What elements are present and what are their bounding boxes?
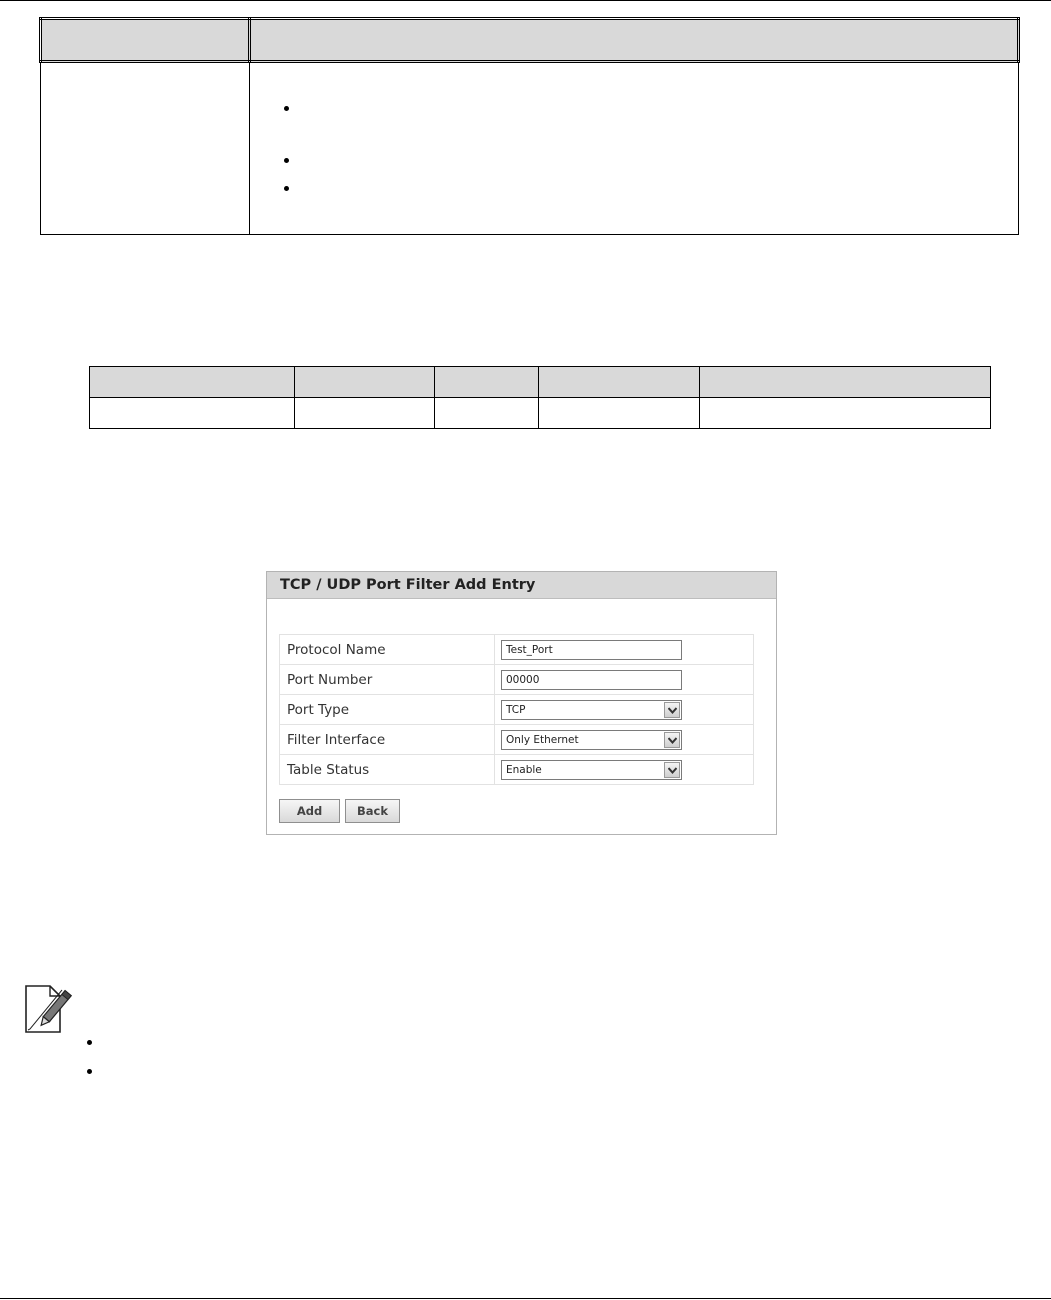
form-row-protocol-name [280,635,754,665]
table-status-label: Table Status [280,755,495,785]
port-number-label: Port Number [280,665,495,695]
page-top-rule [0,0,1051,1]
form-row-port-type [280,695,754,725]
header-cell [90,367,295,398]
table-cell [295,398,435,429]
port-type-select[interactable] [501,700,682,720]
table-row [90,398,991,429]
table-cell [539,398,700,429]
parameter-table-header [41,19,1019,62]
defaults-table-header [90,367,991,398]
back-button[interactable]: Back [345,799,400,823]
form-row-port-number [280,665,754,695]
page-bottom-rule [0,1298,1051,1299]
parameter-table-row [41,62,1019,235]
port-number-input[interactable]: 00000 [501,670,682,690]
filter-interface-label: Filter Interface [280,725,495,755]
panel-title: TCP / UDP Port Filter Add Entry [267,572,776,599]
filter-interface-select[interactable] [501,730,682,750]
bullet-icon [87,1040,92,1045]
form-row-filter-interface [280,725,754,755]
table-cell [700,398,991,429]
protocol-name-label: Protocol Name [280,635,495,665]
header-cell [435,367,539,398]
header-cell [295,367,435,398]
table-status-select[interactable] [501,760,682,780]
table-cell [90,398,295,429]
table-cell [435,398,539,429]
port-type-label: Port Type [280,695,495,725]
table-status-value: Enable [506,763,542,776]
header-cell [700,367,991,398]
port-filter-form [279,634,754,785]
description-header-cell [250,19,1019,62]
form-row-table-status [280,755,754,785]
parameter-header-cell [41,19,250,62]
note-pencil-icon [22,982,76,1036]
filter-interface-value: Only Ethernet [506,733,579,746]
add-button[interactable]: Add [279,799,340,823]
chevron-down-icon[interactable] [664,762,680,778]
protocol-name-input[interactable]: Test_Port [501,640,682,660]
defaults-table [89,366,991,429]
parameter-table [39,17,1020,235]
description-cell [250,62,1019,235]
bullet-icon [284,158,289,163]
port-type-value: TCP [506,703,526,716]
parameter-cell [41,62,250,235]
chevron-down-icon[interactable] [664,732,680,748]
chevron-down-icon[interactable] [664,702,680,718]
port-filter-add-panel [266,571,777,835]
bullet-icon [87,1069,92,1074]
header-cell [539,367,700,398]
bullet-icon [284,186,289,191]
bullet-icon [284,106,289,111]
